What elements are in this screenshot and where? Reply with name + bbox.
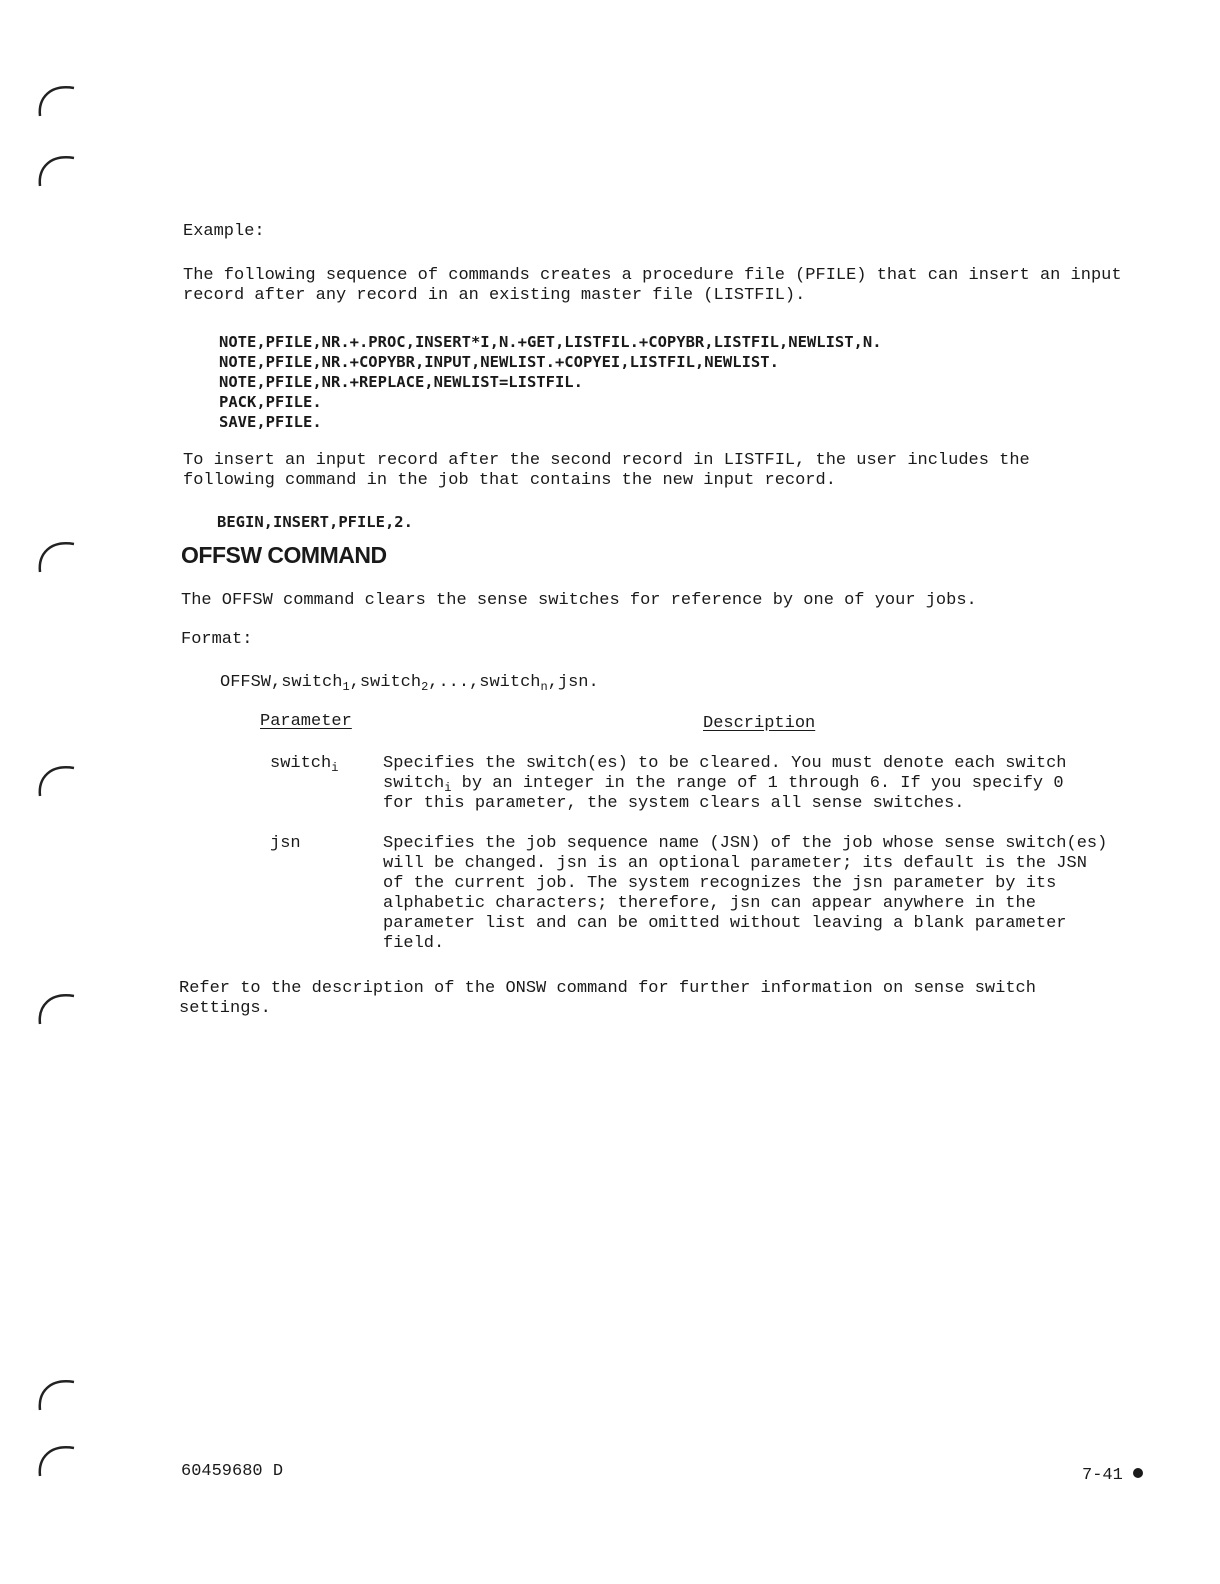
intro-line: The following sequence of commands creates a procedure file (PFILE) that can insert an input: [183, 266, 1122, 285]
refer-paragraph: Refer to the description of the ONSW command for further information on sense switch settings.: [179, 979, 1036, 1018]
bullet-icon: [1133, 1468, 1143, 1478]
binder-hole-mark: [34, 76, 80, 122]
section-heading: OFFSW COMMAND: [181, 542, 387, 568]
code-line: PACK,PFILE.: [219, 393, 322, 411]
parameter-column-header: Parameter: [260, 712, 352, 731]
param-name: jsn: [270, 834, 301, 853]
binder-hole-mark: [34, 1370, 80, 1416]
binder-hole-mark: [34, 146, 80, 192]
description-column-header: Description: [703, 714, 816, 733]
intro-paragraph: [183, 266, 1143, 306]
format-label: Format:: [181, 630, 253, 649]
param-name: switch$_i$: [270, 754, 339, 775]
page-number: 7-41: [1082, 1466, 1143, 1486]
code-line: NOTE,PFILE,NR.+.PROC,INSERT*I,N.+GET,LISTFIL.+COPYBR,LISTFIL,NEWLIST,N.: [219, 333, 882, 351]
param-description: Specifies the switch(es) to be cleared. You must denote each switch switch$_i$ by an integer in the range of 1 through 6. If you specify 0 for this parameter, the system clears all sense switches.: [383, 754, 1067, 813]
code-block: [219, 332, 882, 432]
insert-line: To insert an input record after the second record in LISTFIL, the user includes the: [183, 451, 1030, 470]
format-syntax: OFFSW,switch$_1$,switch$_2$,...,switch$_n$,jsn.: [220, 673, 599, 694]
binder-hole-mark: [34, 984, 80, 1030]
insert-line: following command in the job that contains the new input record.: [183, 471, 836, 490]
param-description: Specifies the job sequence name (JSN) of the job whose sense switch(es) will be changed. jsn is an optional parameter; its default is the JSN of the current job. The system recognizes the jsn parameter by its alphabetic characters; therefore, jsn can appear anywhere in the parameter list and can be omitted without leaving a blank parameter field.: [383, 834, 1108, 953]
binder-hole-mark: [34, 532, 80, 578]
binder-hole-mark: [34, 756, 80, 802]
code-line: NOTE,PFILE,NR.+COPYBR,INPUT,NEWLIST.+COPYEI,LISTFIL,NEWLIST.: [219, 353, 779, 371]
document-number: 60459680 D: [181, 1462, 284, 1481]
example-label: Example:: [183, 222, 265, 241]
begin-command: BEGIN,INSERT,PFILE,2.: [217, 513, 413, 531]
section-intro: The OFFSW command clears the sense switches for reference by one of your jobs.: [181, 591, 977, 610]
code-line: SAVE,PFILE.: [219, 413, 322, 431]
insert-paragraph: [183, 451, 1143, 491]
code-line: NOTE,PFILE,NR.+REPLACE,NEWLIST=LISTFIL.: [219, 373, 583, 391]
intro-line: record after any record in an existing master file (LISTFIL).: [183, 286, 806, 305]
binder-hole-mark: [34, 1436, 80, 1482]
